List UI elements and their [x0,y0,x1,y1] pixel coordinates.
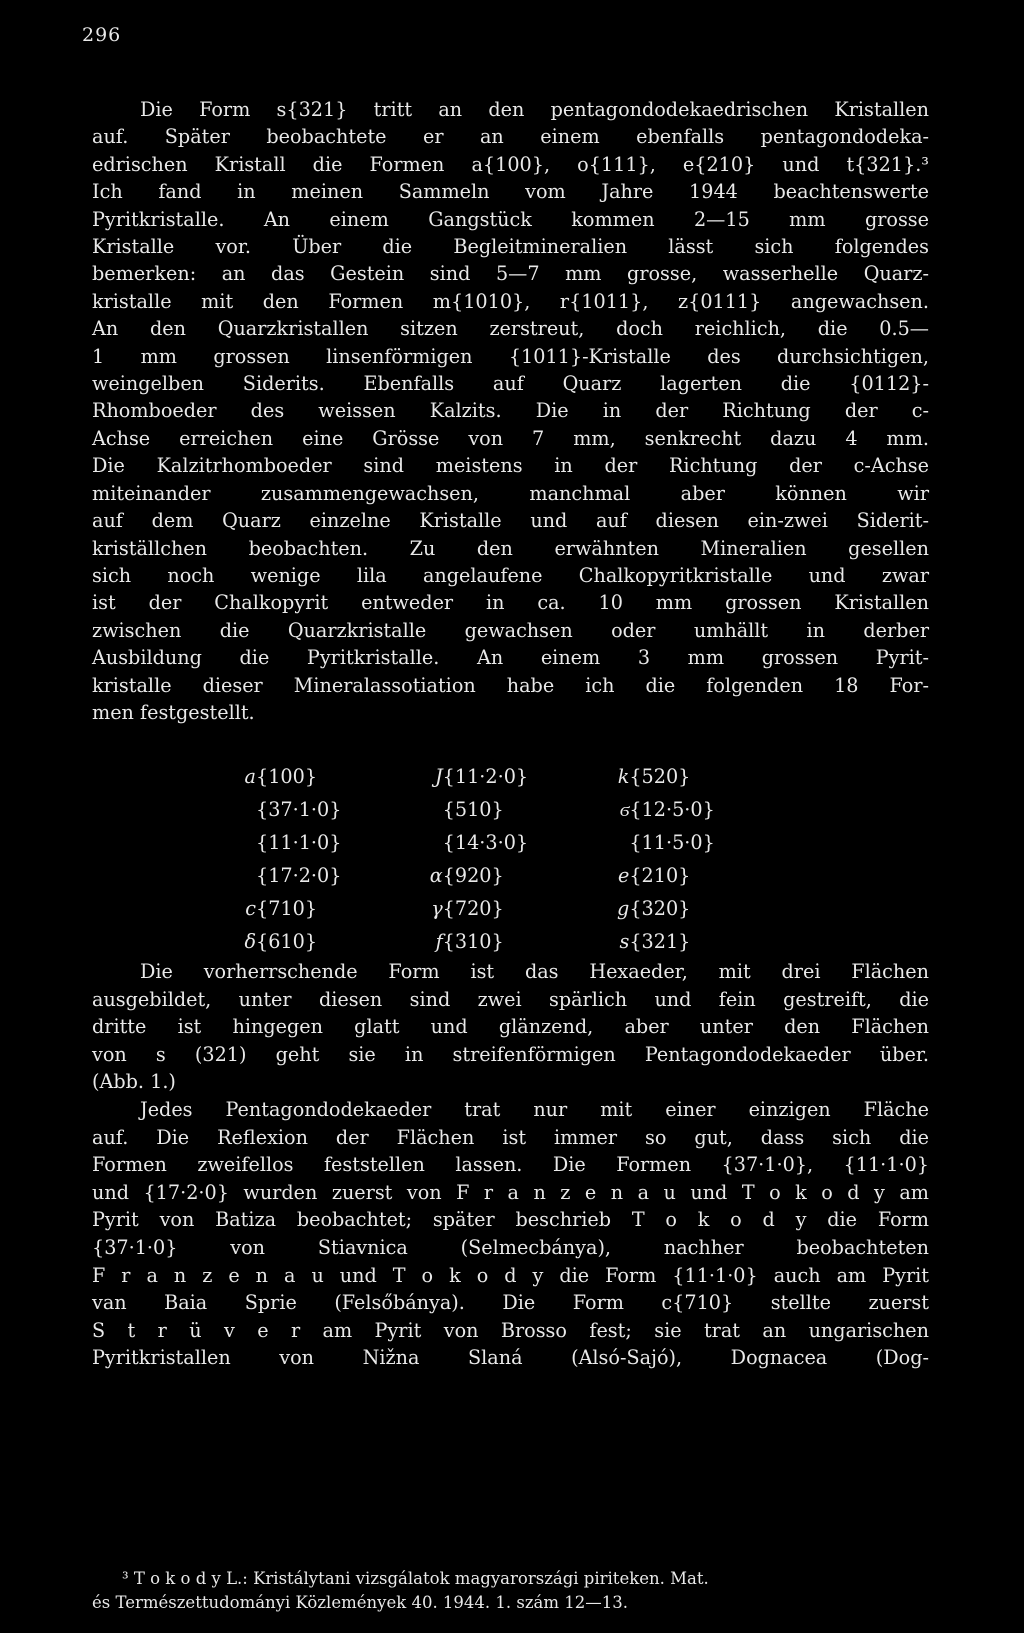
form-symbol: g [617,897,630,920]
paragraph-3-line: van Baia Sprie (Felsőbánya). Die Form c{710} stellte zuerst [92,1291,929,1315]
form-symbol: a [244,765,256,788]
footnote-line: és Természettudományi Közlemények 40. 1944. 1. szám 12—13. [92,1593,629,1612]
paragraph-1-line: kriställchen beobachten. Zu den erwähnten Mineralien gesellen [92,536,929,560]
paragraph-1-line: Die Form s{321} tritt an den pentagondodekaedrischen Kristallen [140,98,929,121]
crystal-form [427,831,614,854]
form-indices: {11·2·0} [442,765,529,788]
paragraph-1-line: sich noch wenige lila angelaufene Chalkopyritkristalle und zwar [92,563,929,587]
paragraph-1-line: auf. Später beobachtete er an einem ebenfalls pentagondodeka- [92,125,929,149]
form-symbol: f [435,930,443,953]
paragraph-3-line: S t r ü v e r am Pyrit von Brosso fest; sie trat an ungarischen [92,1318,929,1342]
paragraph-2-line: Die vorherrschende Form ist das Hexaeder, mit drei Flächen [140,960,929,983]
crystal-form [613,831,800,854]
paragraph-3-line: F r a n z e n a u und T o k o d y die Form {11·1·0} auch am Pyrit [92,1263,929,1287]
paragraph-1-line: edrischen Kristall die Formen a{100}, o{111}, e{210} und t{321}.³ [92,152,929,176]
paragraph-3-line: Pyritkristallen von Nižna Slaná (Alsó-Sajó), Dognacea (Dog- [92,1346,929,1370]
form-symbol: s [619,930,630,953]
crystal-form [613,798,800,822]
paragraph-1-line: weingelben Siderits. Ebenfalls auf Quarz lagerten die {0112}- [92,372,929,396]
paragraph-1-line: Kristalle vor. Über die Begleitmineralien lässt sich folgendes [92,235,929,259]
page-number: 296 [82,24,122,46]
footnote [92,1567,932,1615]
paragraph-3-line: Pyrit von Batiza beobachtet; später beschrieb T o k o d y die Form [92,1208,929,1232]
form-indices: {100} [256,765,318,788]
form-indices: {321} [629,930,691,953]
crystal-form [240,765,427,788]
form-symbol: ϭ [619,797,630,821]
form-indices: {310} [442,930,504,953]
paragraph-1-line: zwischen die Quarzkristalle gewachsen oder umhällt in derber [92,618,929,642]
forms-table [240,760,800,958]
crystal-form [613,930,800,953]
paragraph-3-line: Jedes Pentagondodekaeder trat nur mit einer einzigen Fläche [140,1097,929,1121]
form-indices: {11·1·0} [256,831,342,854]
forms-row [240,760,800,793]
form-indices: {510} [442,798,504,821]
paragraph-1-line: kristalle dieser Mineralassotiation habe ich die folgenden 18 For- [92,673,929,697]
paragraph-3-line: Formen zweifellos feststellen lassen. Die Formen {37·1·0}, {11·1·0} [92,1153,929,1177]
paragraph-2-line: ausgebildet, unter diesen sind zwei spärlich und fein gestreift, die [92,987,929,1011]
crystal-form [427,930,614,953]
form-indices: {710} [256,897,318,920]
paragraph-1 [92,96,929,726]
forms-row [240,859,800,892]
crystal-form [613,765,800,788]
paragraph-2-line: von s (321) geht sie in streifenförmigen Pentagondodekaeder über. [92,1042,929,1066]
crystal-form [613,897,800,920]
form-symbol: δ [244,930,256,953]
form-symbol: c [245,897,256,920]
form-indices: {720} [442,897,504,920]
paragraph-1-line: Pyritkristalle. An einem Gangstück kommen 2—15 mm grosse [92,207,929,231]
form-symbol: J [434,765,443,788]
crystal-form [427,864,614,887]
form-symbol: γ [431,897,443,920]
footnote-line: ³ T o k o d y L.: Kristálytani vizsgálatok magyarországi piriteken. Mat. [122,1569,709,1588]
paragraph-3-line: {37·1·0} von Stiavnica (Selmecbánya), nachher beobachteten [92,1235,929,1259]
paragraph-1-line: Ausbildung die Pyritkristalle. An einem 3 mm grossen Pyrit- [92,646,929,670]
form-indices: {11·5·0} [629,831,715,854]
paragraph-1-line: bemerken: an das Gestein sind 5—7 mm grosse, wasserhelle Quarz- [92,262,929,286]
form-indices: {14·3·0} [442,831,529,854]
paragraph-1-line: Rhomboeder des weissen Kalzits. Die in der Richtung der c- [92,399,929,423]
paragraph-1-line: Ich fand in meinen Sammeln vom Jahre 1944 beachtenswerte [92,180,929,204]
form-indices: {12·5·0} [629,797,715,821]
paragraph-1-line: 1 mm grossen linsenförmigen {1011}-Kristalle des durchsichtigen, [92,344,929,368]
crystal-form [240,831,427,854]
paragraph-3-line: und {17·2·0} wurden zuerst von F r a n z e n a u und T o k o d y am [92,1180,929,1204]
form-indices: {320} [629,897,691,920]
form-indices: {17·2·0} [256,864,342,887]
paragraph-1-line: miteinander zusammengewachsen, manchmal aber können wir [92,481,929,505]
crystal-form [240,930,427,953]
paragraph-1-line: An den Quarzkristallen sitzen zerstreut, doch reichlich, die 0.5— [92,317,929,341]
crystal-form [427,765,614,788]
crystal-form [240,864,427,887]
crystal-form [613,864,800,887]
crystal-form [427,897,614,920]
paragraph-1-line: Die Kalzitrhomboeder sind meistens in der Richtung der c-Achse [92,454,929,478]
paragraph-1-line: Achse erreichen eine Grösse von 7 mm, senkrecht dazu 4 mm. [92,426,929,450]
crystal-form [240,798,427,821]
form-indices: {610} [256,930,318,953]
crystal-form [427,798,614,821]
paragraph-2-line: dritte ist hingegen glatt und glänzend, aber unter den Flächen [92,1015,929,1039]
paragraph-1-line: auf dem Quarz einzelne Kristalle und auf diesen ein-zwei Siderit- [92,509,929,533]
form-indices: {210} [629,864,691,887]
forms-row [240,892,800,925]
forms-row [240,925,800,958]
form-symbol: e [617,864,630,887]
forms-row [240,793,800,826]
paragraph-1-line: men festgestellt. [92,700,255,724]
forms-row [240,826,800,859]
form-indices: {520} [629,765,691,788]
paragraph-3-line: auf. Die Reflexion der Flächen ist immer so gut, dass sich die [92,1125,929,1149]
form-indices: {920} [442,864,504,887]
paragraph-1-line: kristalle mit den Formen m{1010}, r{1011}, z{0111} angewachsen. [92,289,929,313]
paragraph-1-line: ist der Chalkopyrit entweder in ca. 10 mm grossen Kristallen [92,591,929,615]
paragraph-2-line: (Abb. 1.) [92,1070,176,1094]
form-symbol: k [617,765,630,788]
paragraph-2-3 [92,958,929,1372]
form-symbol: α [429,864,443,887]
form-indices: {37·1·0} [256,798,342,821]
crystal-form [240,897,427,920]
